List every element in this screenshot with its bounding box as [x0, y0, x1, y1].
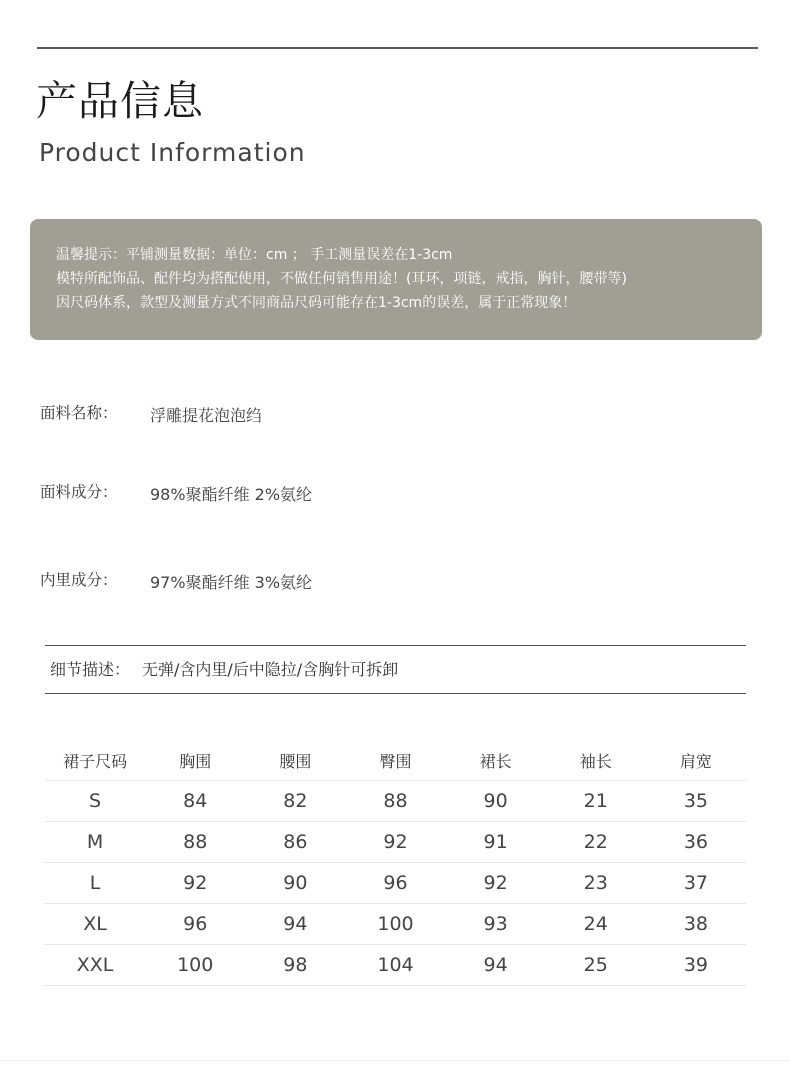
table-cell: 100	[345, 904, 445, 945]
page-title: 产品信息	[36, 77, 204, 125]
column-header: 裙长	[446, 740, 546, 781]
notice-line: 模特所配饰品、配件均为搭配使用，不做任何销售用途！(耳环，项链，戒指，胸针，腰带等)	[56, 271, 627, 287]
table-cell: 98	[245, 945, 345, 986]
table-cell: 96	[145, 904, 245, 945]
table-cell: 104	[345, 945, 445, 986]
table-cell: 22	[546, 822, 646, 863]
table-cell: 90	[245, 863, 345, 904]
bottom-divider	[0, 1060, 790, 1061]
table-cell: 35	[646, 781, 746, 822]
spec-label: 内里成分：	[40, 571, 118, 589]
table-row	[45, 781, 746, 822]
spec-value: 97%聚酯纤维 3%氨纶	[150, 573, 313, 592]
table-row	[45, 904, 746, 945]
detail-divider-top	[45, 645, 746, 646]
table-cell: 96	[345, 863, 445, 904]
table-cell: 93	[446, 904, 546, 945]
detail-value: 无弹/含内里/后中隐拉/含胸针可拆卸	[142, 660, 399, 679]
table-cell: 38	[646, 904, 746, 945]
detail-label: 细节描述：	[50, 660, 131, 679]
spec-value: 浮雕提花泡泡绉	[150, 406, 263, 425]
spec-label: 面料成分：	[40, 483, 118, 501]
table-cell: M	[45, 822, 145, 863]
table-cell: 91	[446, 822, 546, 863]
size-table	[45, 740, 746, 986]
table-cell: 25	[546, 945, 646, 986]
table-cell: 36	[646, 822, 746, 863]
table-cell: S	[45, 781, 145, 822]
table-cell: 92	[446, 863, 546, 904]
table-cell: 90	[446, 781, 546, 822]
spec-label: 面料名称：	[40, 404, 118, 422]
column-header: 肩宽	[646, 740, 746, 781]
column-header: 臀围	[345, 740, 445, 781]
table-cell: 88	[345, 781, 445, 822]
table-cell: XL	[45, 904, 145, 945]
table-cell: 86	[245, 822, 345, 863]
table-cell: 88	[145, 822, 245, 863]
table-cell: 82	[245, 781, 345, 822]
column-header: 裙子尺码	[45, 740, 145, 781]
notice-line: 因尺码体系，款型及测量方式不同商品尺码可能存在1-3cm的误差，属于正常现象！	[56, 295, 577, 311]
detail-description	[50, 657, 398, 680]
table-row	[45, 822, 746, 863]
table-row	[45, 863, 746, 904]
notice-box	[30, 219, 762, 340]
table-cell: 23	[546, 863, 646, 904]
table-cell: 92	[145, 863, 245, 904]
table-cell: 21	[546, 781, 646, 822]
top-divider	[37, 47, 758, 49]
table-cell: 84	[145, 781, 245, 822]
size-table-header	[45, 740, 746, 781]
column-header: 袖长	[546, 740, 646, 781]
table-cell: 39	[646, 945, 746, 986]
column-header: 腰围	[245, 740, 345, 781]
table-cell: 100	[145, 945, 245, 986]
notice-line: 温馨提示：平铺测量数据：单位：cm ； 手工测量误差在1-3cm	[56, 247, 453, 263]
table-cell: 94	[245, 904, 345, 945]
table-cell: 92	[345, 822, 445, 863]
table-cell: L	[45, 863, 145, 904]
table-cell: 37	[646, 863, 746, 904]
table-cell: XXL	[45, 945, 145, 986]
page-subtitle: Product Information	[39, 138, 306, 167]
spec-value: 98%聚酯纤维 2%氨纶	[150, 485, 313, 504]
table-cell: 94	[446, 945, 546, 986]
table-cell: 24	[546, 904, 646, 945]
detail-divider-bottom	[45, 693, 746, 694]
column-header: 胸围	[145, 740, 245, 781]
table-row	[45, 945, 746, 986]
